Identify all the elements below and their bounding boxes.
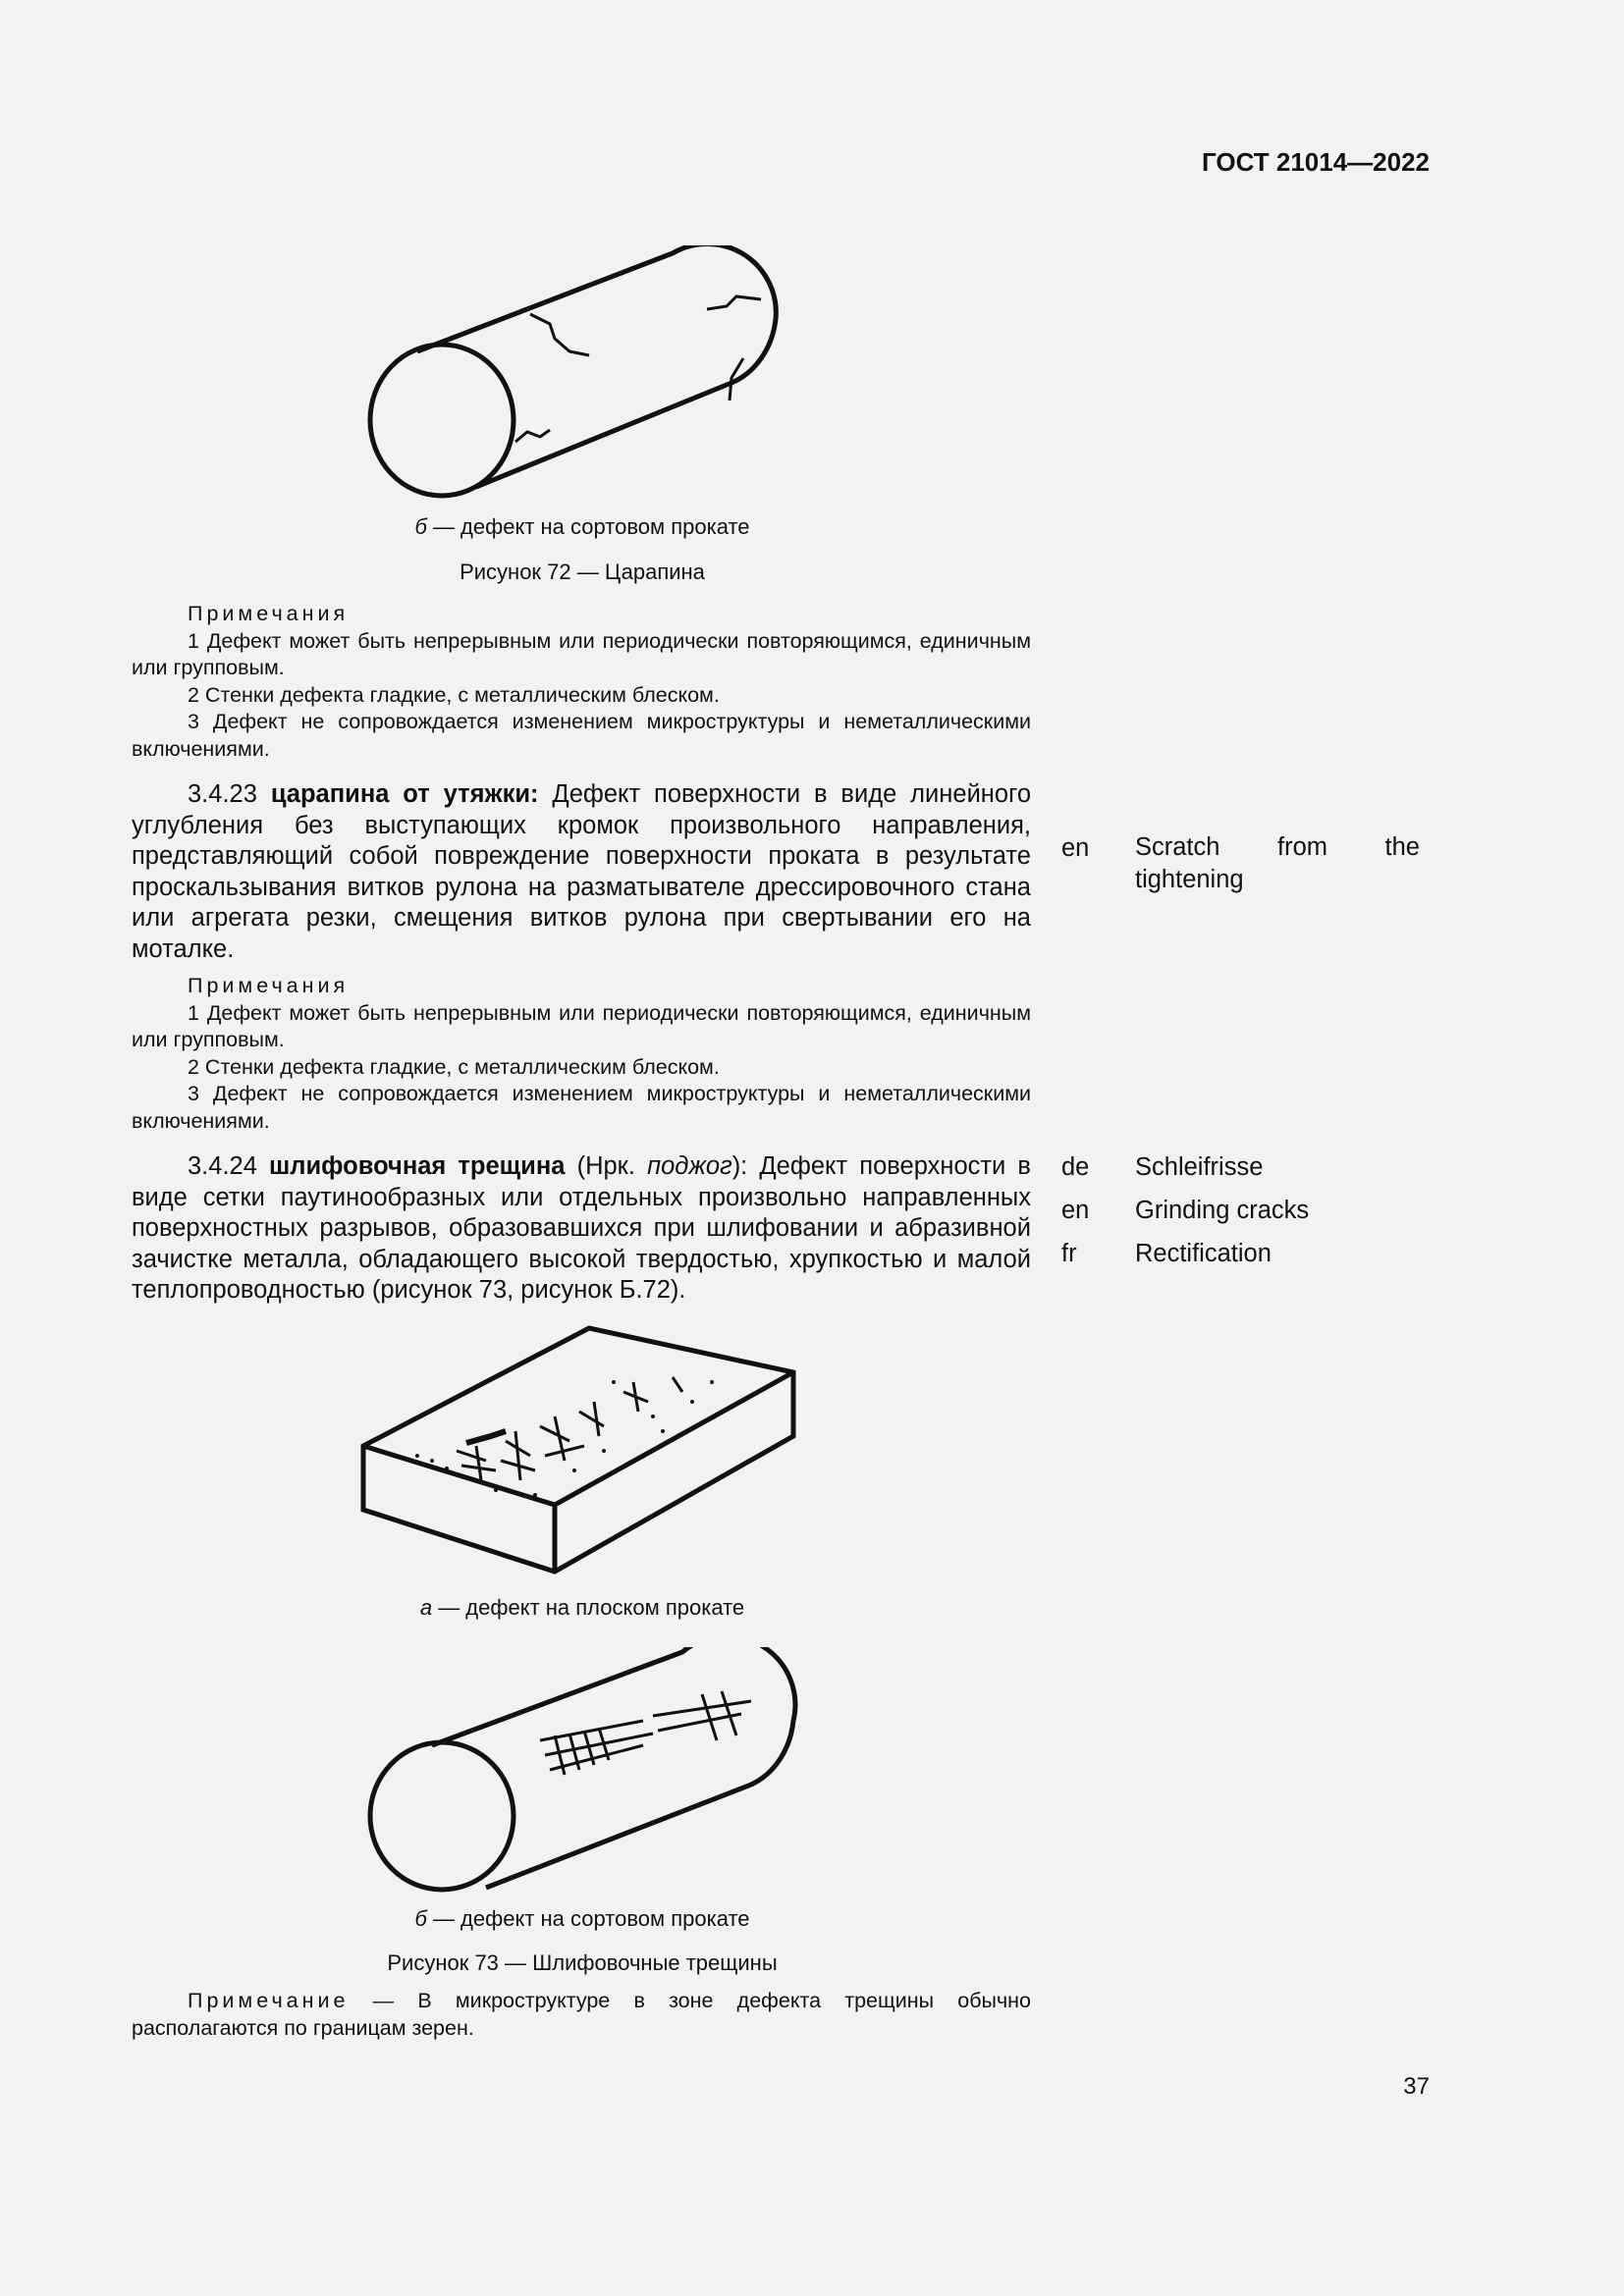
term-3-4-24	[132, 1151, 1031, 1307]
caption-letter: б	[414, 514, 427, 539]
note-item: 1 Дефект может быть непрерывным или периодически повторяющимся, единичным или групповым.	[132, 628, 1031, 679]
page-number: 37	[1403, 2073, 1430, 2100]
figure-73-caption-a	[239, 1595, 926, 1621]
figure-72-title: Рисунок 72 — Царапина	[460, 560, 705, 584]
caption-text: — дефект на сортовом прокате	[426, 1906, 750, 1931]
term-translation: Rectification	[1135, 1240, 1272, 1267]
note-item: 1 Дефект может быть непрерывным или периодически повторяющимся, единичным или групповым.	[132, 1000, 1031, 1051]
document-header: ГОСТ 21014—2022	[1202, 147, 1430, 177]
lang-code: en	[1061, 834, 1090, 862]
abbr-open: (Нрк.	[576, 1152, 648, 1180]
term-number: 3.4.23	[188, 780, 257, 808]
figure-73a-flat-plate-cracks	[358, 1323, 800, 1578]
note-heading: Примечание	[188, 1989, 350, 2012]
note-item: 2 Стенки дефекта гладкие, с металлическим блеском.	[188, 682, 720, 707]
term-translation: Grinding cracks	[1135, 1197, 1310, 1224]
notes-block-2	[132, 973, 1031, 1135]
figure-73-caption-b	[239, 1906, 926, 1932]
note-item: 3 Дефект не сопровождается изменением микроструктуры и неметаллическими включениями.	[132, 710, 1031, 761]
caption-text: — дефект на сортовом прокате	[426, 514, 750, 539]
note-text: — В микроструктуре в зоне дефекта трещины обычно располагаются по границам зерен.	[132, 1989, 1031, 2040]
notes-heading: Примечания	[188, 602, 350, 625]
note-block-3	[132, 1988, 1031, 2042]
term-3-4-23	[132, 779, 1031, 965]
term-translation: Schleifrisse	[1135, 1153, 1264, 1181]
caption-text: — дефект на плоском прокате	[432, 1595, 745, 1620]
abbr-close: ):	[731, 1152, 748, 1180]
term-number: 3.4.24	[188, 1152, 257, 1180]
term-name: царапина от утяжки:	[270, 780, 539, 808]
lang-codes	[1061, 1146, 1089, 1275]
lang-code: en	[1061, 1197, 1090, 1224]
term-translation: Scratch from the tightening	[1135, 833, 1420, 893]
abbr-term: поджог	[647, 1152, 732, 1180]
notes-heading: Примечания	[188, 974, 350, 997]
note-item: 2 Стенки дефекта гладкие, с металлическим блеском.	[188, 1054, 720, 1079]
term-definition: Дефект поверхности в виде линейного углубления без выступающих кромок произвольного направления, представляющий собой повреждение поверхности проката в результате проскальзывания витков рулона на разматывателе дрессировочного стана или агрегата резки, смещения витков рулона при свертывании его на моталке.	[132, 780, 1031, 963]
term-translations	[1135, 1146, 1430, 1275]
figure-73b-cylinder-cracks	[358, 1647, 810, 1902]
caption-letter: а	[419, 1595, 433, 1620]
term-definition: Дефект поверхности в виде сетки паутинообразных или отдельных произвольно направленных поверхностных разрывов, образовавшихся при шлифовании и абразивной зачистке металла, обладающего высокой твердостью, хрупкостью и малой теплопроводностью (рисунок 73, рисунок Б.72).	[132, 1152, 1031, 1304]
notes-block-1	[132, 601, 1031, 763]
figure-73-title: Рисунок 73 — Шлифовочные трещины	[387, 1950, 778, 1975]
note-item: 3 Дефект не сопровождается изменением микроструктуры и неметаллическими включениями.	[132, 1082, 1031, 1133]
lang-code: fr	[1061, 1240, 1077, 1267]
caption-letter: б	[414, 1906, 427, 1931]
lang-code: de	[1061, 1153, 1090, 1181]
figure-72b-cylinder-scratch	[358, 245, 810, 510]
figure-72-caption-b	[239, 514, 926, 540]
term-name: шлифовочная трещина	[269, 1152, 566, 1180]
